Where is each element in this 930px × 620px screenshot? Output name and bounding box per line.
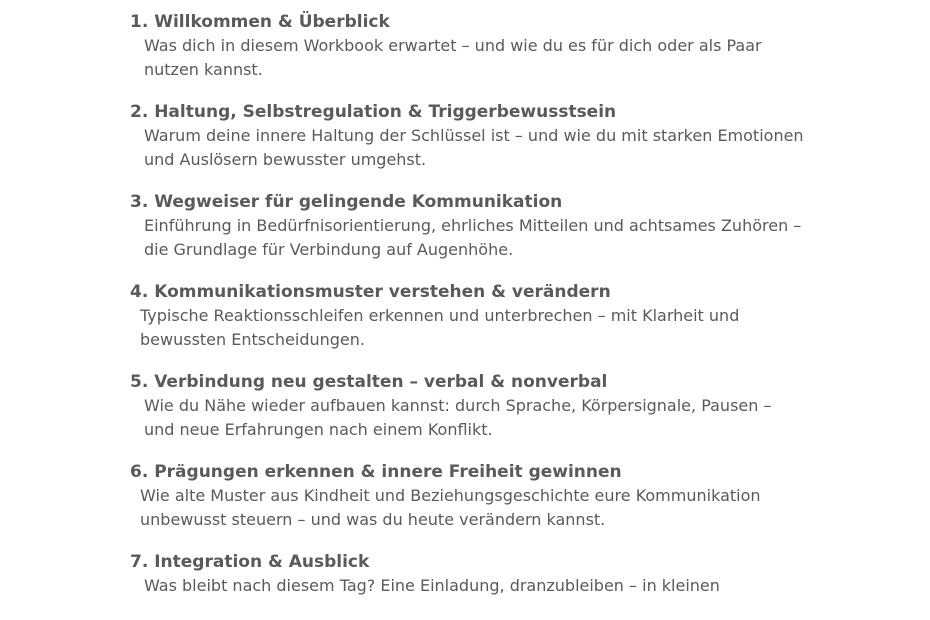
toc-section-5	[130, 370, 830, 441]
section-description: Typische Reaktionsschleifen erkennen und unterbrechen – mit Klarheit und bewussten Entscheidungen.	[140, 306, 740, 349]
toc-section-4	[130, 280, 830, 351]
table-of-contents	[130, 10, 830, 617]
toc-section-7	[130, 550, 830, 598]
section-title: 2. Haltung, Selbstregulation & Triggerbewusstsein	[130, 102, 617, 122]
section-description: Wie alte Muster aus Kindheit und Beziehungsgeschichte eure Kommunikation unbewusst steuern – und was du heute verändern kannst.	[140, 486, 761, 529]
toc-section-3	[130, 190, 830, 261]
section-description: Was dich in diesem Workbook erwartet – und wie du es für dich oder als Paar nutzen kannst.	[144, 36, 762, 79]
toc-section-2	[130, 100, 830, 171]
section-title: 3. Wegweiser für gelingende Kommunikation	[130, 192, 563, 212]
section-description: Wie du Nähe wieder aufbauen kannst: durch Sprache, Körpersignale, Pausen – und neue Erfahrungen nach einem Konflikt.	[144, 396, 772, 439]
toc-section-6	[130, 460, 830, 531]
section-description: Warum deine innere Haltung der Schlüssel ist – und wie du mit starken Emotionen und Auslösern bewusster umgehst.	[144, 126, 804, 169]
section-description: Einführung in Bedürfnisorientierung, ehrliches Mitteilen und achtsames Zuhören – die Grundlage für Verbindung auf Augenhöhe.	[144, 216, 802, 259]
section-title: 1. Willkommen & Überblick	[130, 12, 390, 32]
section-title: 5. Verbindung neu gestalten – verbal & nonverbal	[130, 372, 608, 392]
section-title: 6. Prägungen erkennen & innere Freiheit gewinnen	[130, 462, 622, 482]
section-title: 4. Kommunikationsmuster verstehen & verändern	[130, 282, 611, 302]
section-title: 7. Integration & Ausblick	[130, 552, 370, 572]
section-description: Was bleibt nach diesem Tag? Eine Einladung, dranzubleiben – in kleinen	[144, 576, 720, 595]
toc-section-1	[130, 10, 830, 81]
